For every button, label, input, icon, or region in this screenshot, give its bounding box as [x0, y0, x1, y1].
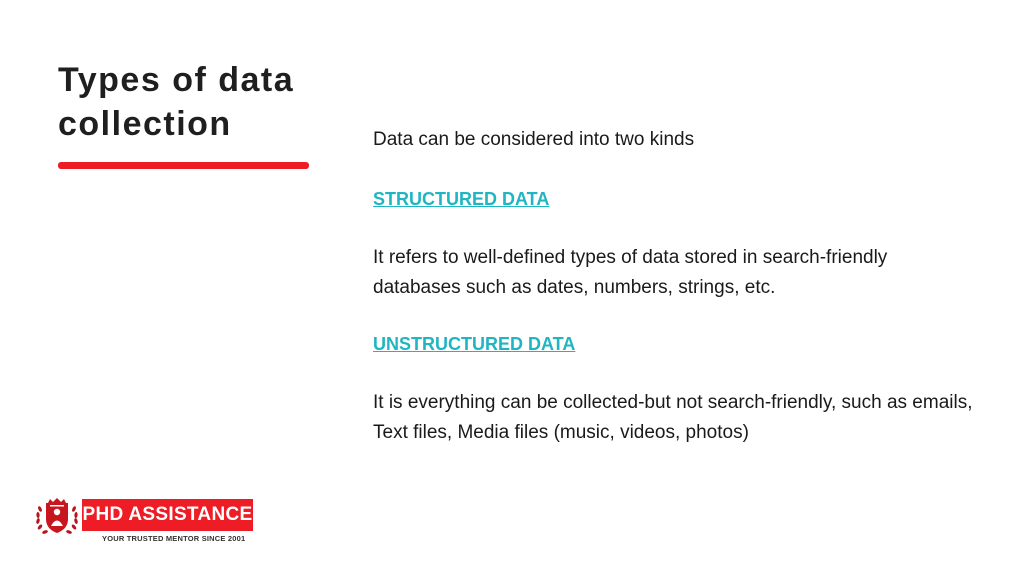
logo-name-box — [82, 499, 253, 531]
slide-title: Types of data collection — [58, 61, 295, 143]
structured-data-link[interactable]: STRUCTURED DATA — [373, 189, 550, 209]
content-block — [373, 125, 973, 448]
unstructured-data-description: It is everything can be collected-but not search-friendly, such as emails, Text files, Media files (music, videos, photos) — [373, 392, 973, 443]
phd-assistance-logo — [32, 497, 254, 547]
title-underline-bar — [58, 162, 309, 169]
unstructured-data-link[interactable]: UNSTRUCTURED DATA — [373, 334, 576, 354]
logo-tagline: YOUR TRUSTED MENTOR SINCE 2001 — [102, 534, 246, 543]
logo-name: PHD ASSISTANCE — [82, 504, 253, 525]
structured-data-description: It refers to well-defined types of data stored in search-friendly databases such as dates, numbers, strings, etc. — [373, 247, 888, 298]
laurel-crest-icon — [32, 497, 82, 537]
intro-text: Data can be considered into two kinds — [373, 129, 695, 150]
